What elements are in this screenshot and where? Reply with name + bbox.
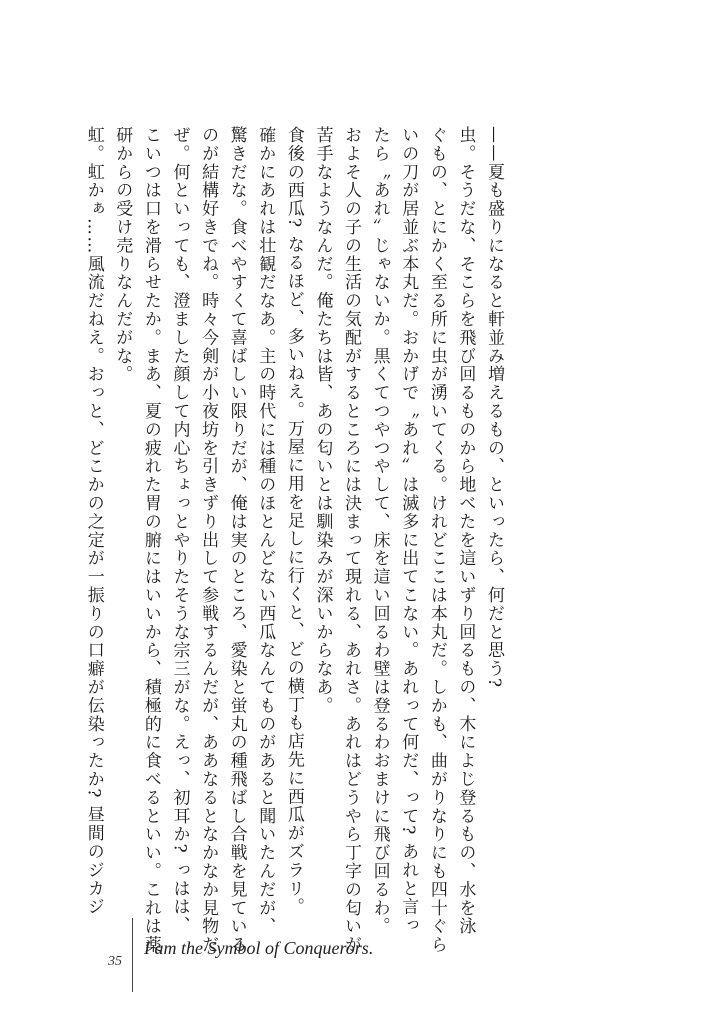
text-line: 食後の西瓜? なるほど、多いねえ。万屋に用を足しに行くと、どの横丁も店先に西瓜がズラリ。 — [283, 126, 304, 917]
footer-divider — [132, 918, 133, 992]
text-line: 確かにあれは壮観だなあ。主の時代には種のほとんどない西瓜なんてものがあると聞いたんだが、 — [255, 126, 276, 936]
text-line: たら〝あれ〟じゃないか。黒くてつやつやして、床を這い回るわ壁は登るわおまけに飛び回るわ。 — [369, 126, 390, 936]
page-footer — [108, 918, 508, 998]
text-line: およそ人の子の生活の気配がするところには決まって現れる、あれさ。あれはどうやら丁字の匂いが — [341, 126, 362, 954]
text-line: ぜ。何といっても、澄ました顔して内心ちょっとやりたそうな宗三がな。えっ、初耳か? っはは、 — [169, 126, 190, 935]
text-line: こいつは口を滑らせたか。まあ、夏の疲れた胃の腑にはいいから、積極的に食べるといい。これは薬 — [140, 126, 161, 954]
text-line: のが結構好きでね。時々今剣が小夜坊を引きずり出して参戦するんだが、ああなるとなかなか見物だ — [198, 126, 219, 954]
text-line: 虫。そうだな、そこらを飛び回るものから地べたを這いずり回るもの、木によじ登るもの、水を泳 — [455, 126, 476, 936]
text-line: ぐもの、とにかく至る所に虫が湧いてくる。けれどここは本丸だ。しかも、曲がりなりにも四十ぐら — [426, 126, 447, 954]
text-line: 苦手なようなんだ。俺たちは皆、あの匂いとは馴染みが深いからなあ。 — [312, 126, 333, 715]
page-number: 35 — [108, 954, 122, 969]
text-line: いの刀が居並ぶ本丸だ。おかげで〝あれ〟は滅多に出てこない。あれって何だ、って? あれと言っ — [398, 126, 419, 935]
text-line: 驚きだな。食べやすくて喜ばしい限りだが、俺は実のところ、愛染と蛍丸の種飛ばし合戦を見ている — [226, 126, 247, 954]
text-line: ——夏も盛りになると軒並み増えるもの、といったら、何だと思う? — [484, 126, 504, 689]
text-line: 虹。虹かぁ……風流だねえ。おっと、どこかの之定が一振りの口癖が伝染ったか? 昼間のジカジ — [83, 126, 104, 917]
running-title: I am the Symbol of Conquerors. — [144, 938, 374, 958]
text-line: 研からの受け売りなんだがな。 — [112, 126, 133, 384]
